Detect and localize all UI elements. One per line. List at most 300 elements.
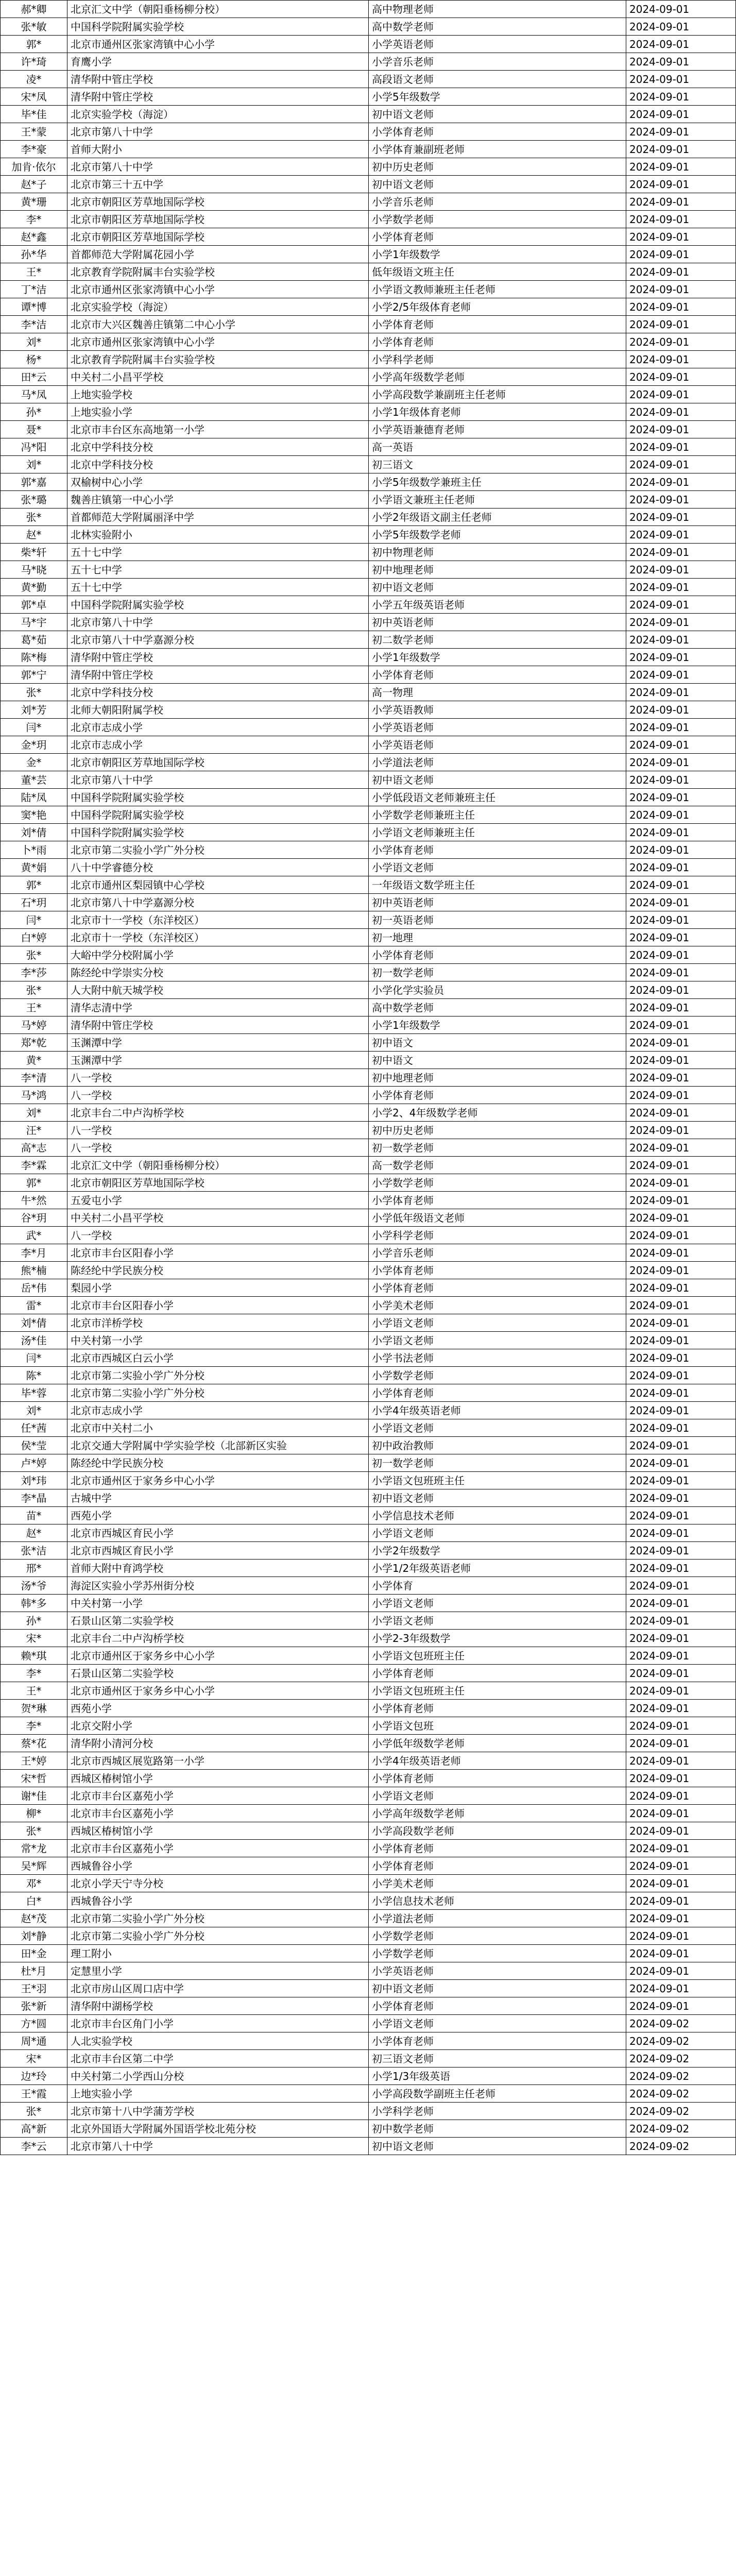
school-cell: 中国科学院附属实验学校 xyxy=(67,596,369,614)
teacher-name-cell: 冯*阳 xyxy=(1,438,67,456)
table-row xyxy=(1,999,736,1016)
start-date-cell: 2024-09-02 xyxy=(626,2120,736,2138)
school-cell: 八一学校 xyxy=(67,1069,369,1087)
table-row xyxy=(1,701,736,719)
school-cell: 北师大朝阳附属学校 xyxy=(67,701,369,719)
table-row xyxy=(1,1524,736,1542)
teacher-name-cell: 白* xyxy=(1,1892,67,1910)
table-row xyxy=(1,771,736,789)
table-row xyxy=(1,1192,736,1209)
teacher-name-cell: 马*晓 xyxy=(1,561,67,579)
teacher-name-cell: 李*霖 xyxy=(1,1157,67,1174)
position-cell: 小学体育 xyxy=(369,1577,626,1595)
school-cell: 北京市丰台区东高地第一小学 xyxy=(67,421,369,438)
teacher-name-cell: 张* xyxy=(1,509,67,526)
position-cell: 一年级语文数学班主任 xyxy=(369,876,626,894)
teacher-name-cell: 闫* xyxy=(1,911,67,929)
teacher-name-cell: 张* xyxy=(1,981,67,999)
school-cell: 北京丰台二中卢沟桥学校 xyxy=(67,1104,369,1122)
position-cell: 小学道法老师 xyxy=(369,754,626,771)
table-row xyxy=(1,1875,736,1892)
teacher-name-cell: 郭* xyxy=(1,876,67,894)
table-row xyxy=(1,1297,736,1314)
teacher-name-cell: 雷* xyxy=(1,1297,67,1314)
teacher-name-cell: 郑*乾 xyxy=(1,1034,67,1052)
school-cell: 魏善庄镇第一中心小学 xyxy=(67,491,369,509)
teacher-name-cell: 张*敏 xyxy=(1,18,67,36)
teacher-name-cell: 岳*伟 xyxy=(1,1279,67,1297)
table-row xyxy=(1,1314,736,1332)
position-cell: 小学语文包班班主任 xyxy=(369,1472,626,1489)
teacher-name-cell: 任*茜 xyxy=(1,1419,67,1437)
teacher-name-cell: 刘*倩 xyxy=(1,824,67,841)
school-cell: 北京市第二实验小学广外分校 xyxy=(67,1367,369,1384)
teacher-name-cell: 高*志 xyxy=(1,1139,67,1157)
school-cell: 梨园小学 xyxy=(67,1279,369,1297)
teacher-name-cell: 常*龙 xyxy=(1,1840,67,1857)
school-cell: 北京市大兴区魏善庄镇第二中心小学 xyxy=(67,316,369,333)
start-date-cell: 2024-09-01 xyxy=(626,981,736,999)
teacher-name-cell: 张*新 xyxy=(1,1997,67,2015)
teacher-name-cell: 马*凤 xyxy=(1,386,67,403)
teacher-name-cell: 郭* xyxy=(1,36,67,53)
table-row xyxy=(1,1560,736,1577)
teacher-name-cell: 孙*华 xyxy=(1,246,67,263)
position-cell: 初中语文老师 xyxy=(369,1980,626,1997)
position-cell: 小学体育老师 xyxy=(369,2032,626,2050)
table-row xyxy=(1,1279,736,1297)
table-row xyxy=(1,368,736,386)
table-row xyxy=(1,1665,736,1682)
teacher-name-cell: 刘* xyxy=(1,1402,67,1419)
teacher-name-cell: 郭*卓 xyxy=(1,596,67,614)
teacher-name-cell: 黄*娟 xyxy=(1,859,67,876)
start-date-cell: 2024-09-01 xyxy=(626,859,736,876)
table-row xyxy=(1,1962,736,1980)
position-cell: 初一数学老师 xyxy=(369,964,626,981)
table-row xyxy=(1,1139,736,1157)
position-cell: 小学体育老师 xyxy=(369,946,626,964)
start-date-cell: 2024-09-01 xyxy=(626,614,736,631)
start-date-cell: 2024-09-01 xyxy=(626,1822,736,1840)
table-row xyxy=(1,1244,736,1262)
position-cell: 初中历史老师 xyxy=(369,158,626,176)
position-cell: 小学科学老师 xyxy=(369,2103,626,2120)
position-cell: 高中物理老师 xyxy=(369,1,626,18)
school-cell: 八十中学睿德分校 xyxy=(67,859,369,876)
school-cell: 清华附中湖杨学校 xyxy=(67,1997,369,2015)
position-cell: 小学科学老师 xyxy=(369,1227,626,1244)
table-row xyxy=(1,1016,736,1034)
teacher-name-cell: 武* xyxy=(1,1227,67,1244)
teacher-name-cell: 刘* xyxy=(1,1104,67,1122)
start-date-cell: 2024-09-02 xyxy=(626,2032,736,2050)
table-row xyxy=(1,1892,736,1910)
school-cell: 清华附中管庄学校 xyxy=(67,1016,369,1034)
table-row xyxy=(1,1822,736,1840)
teacher-name-cell: 赵*茂 xyxy=(1,1910,67,1927)
table-row xyxy=(1,1122,736,1139)
position-cell: 小学2年级数学 xyxy=(369,1542,626,1560)
table-row xyxy=(1,1997,736,2015)
position-cell: 小学语文老师 xyxy=(369,1612,626,1630)
start-date-cell: 2024-09-01 xyxy=(626,911,736,929)
table-row xyxy=(1,1980,736,1997)
school-cell: 清华附中管庄学校 xyxy=(67,666,369,684)
teacher-name-cell: 张*洁 xyxy=(1,1542,67,1560)
table-row xyxy=(1,1104,736,1122)
table-row xyxy=(1,614,736,631)
start-date-cell: 2024-09-01 xyxy=(626,1682,736,1700)
table-row xyxy=(1,1174,736,1192)
start-date-cell: 2024-09-01 xyxy=(626,1962,736,1980)
start-date-cell: 2024-09-01 xyxy=(626,53,736,71)
school-cell: 北京市第八十中学嘉源分校 xyxy=(67,894,369,911)
position-cell: 高中数学老师 xyxy=(369,999,626,1016)
table-row xyxy=(1,596,736,614)
table-row xyxy=(1,1840,736,1857)
start-date-cell: 2024-09-01 xyxy=(626,1700,736,1717)
school-cell: 北京市第三十五中学 xyxy=(67,176,369,193)
table-row xyxy=(1,1682,736,1700)
start-date-cell: 2024-09-01 xyxy=(626,719,736,736)
table-row xyxy=(1,421,736,438)
start-date-cell: 2024-09-01 xyxy=(626,736,736,754)
position-cell: 小学信息技术老师 xyxy=(369,1507,626,1524)
start-date-cell: 2024-09-01 xyxy=(626,1297,736,1314)
start-date-cell: 2024-09-01 xyxy=(626,526,736,544)
table-row xyxy=(1,316,736,333)
start-date-cell: 2024-09-01 xyxy=(626,1402,736,1419)
position-cell: 初中英语老师 xyxy=(369,894,626,911)
start-date-cell: 2024-09-02 xyxy=(626,2015,736,2032)
school-cell: 北京市通州区张家湾镇中心小学 xyxy=(67,333,369,351)
start-date-cell: 2024-09-01 xyxy=(626,193,736,211)
start-date-cell: 2024-09-01 xyxy=(626,876,736,894)
start-date-cell: 2024-09-01 xyxy=(626,456,736,473)
table-row xyxy=(1,1612,736,1630)
table-row xyxy=(1,1087,736,1104)
start-date-cell: 2024-09-01 xyxy=(626,1875,736,1892)
start-date-cell: 2024-09-01 xyxy=(626,1227,736,1244)
school-cell: 上地实验小学 xyxy=(67,2085,369,2103)
teacher-name-cell: 许*琦 xyxy=(1,53,67,71)
table-row xyxy=(1,351,736,368)
start-date-cell: 2024-09-01 xyxy=(626,946,736,964)
start-date-cell: 2024-09-01 xyxy=(626,176,736,193)
position-cell: 初中数学老师 xyxy=(369,2120,626,2138)
table-row xyxy=(1,1332,736,1349)
position-cell: 小学语文包班 xyxy=(369,1717,626,1735)
teacher-name-cell: 郭*嘉 xyxy=(1,473,67,491)
teacher-name-cell: 田*云 xyxy=(1,368,67,386)
teacher-name-cell: 马*宇 xyxy=(1,614,67,631)
teacher-name-cell: 牛*然 xyxy=(1,1192,67,1209)
teacher-name-cell: 孙* xyxy=(1,403,67,421)
table-row xyxy=(1,1945,736,1962)
school-cell: 中关村第二小学西山分校 xyxy=(67,2067,369,2085)
teacher-name-cell: 李*云 xyxy=(1,2138,67,2155)
school-cell: 西苑小学 xyxy=(67,1507,369,1524)
teacher-name-cell: 汪* xyxy=(1,1122,67,1139)
start-date-cell: 2024-09-02 xyxy=(626,2050,736,2067)
table-row xyxy=(1,106,736,123)
position-cell: 小学高年级数学老师 xyxy=(369,368,626,386)
position-cell: 初中语文老师 xyxy=(369,106,626,123)
position-cell: 初一数学老师 xyxy=(369,1139,626,1157)
position-cell: 小学语文老师 xyxy=(369,859,626,876)
table-row xyxy=(1,649,736,666)
table-row xyxy=(1,1472,736,1489)
start-date-cell: 2024-09-01 xyxy=(626,403,736,421)
teacher-name-cell: 郝*卿 xyxy=(1,1,67,18)
position-cell: 小学5年级数学兼班主任 xyxy=(369,473,626,491)
start-date-cell: 2024-09-01 xyxy=(626,158,736,176)
start-date-cell: 2024-09-01 xyxy=(626,1892,736,1910)
start-date-cell: 2024-09-01 xyxy=(626,666,736,684)
start-date-cell: 2024-09-01 xyxy=(626,964,736,981)
start-date-cell: 2024-09-01 xyxy=(626,438,736,456)
school-cell: 北京市通州区梨园镇中心学校 xyxy=(67,876,369,894)
position-cell: 高中数学老师 xyxy=(369,18,626,36)
table-row xyxy=(1,1489,736,1507)
teacher-name-cell: 窦*艳 xyxy=(1,806,67,824)
table-row xyxy=(1,1735,736,1752)
school-cell: 北京市丰台区嘉苑小学 xyxy=(67,1787,369,1805)
teacher-name-cell: 邓* xyxy=(1,1875,67,1892)
start-date-cell: 2024-09-01 xyxy=(626,789,736,806)
table-row xyxy=(1,824,736,841)
position-cell: 小学体育老师 xyxy=(369,666,626,684)
table-row xyxy=(1,281,736,298)
table-row xyxy=(1,386,736,403)
position-cell: 小学英语老师 xyxy=(369,736,626,754)
school-cell: 北京中学科技分校 xyxy=(67,438,369,456)
table-row xyxy=(1,1034,736,1052)
position-cell: 小学体育老师 xyxy=(369,123,626,141)
position-cell: 初中英语老师 xyxy=(369,614,626,631)
start-date-cell: 2024-09-01 xyxy=(626,1367,736,1384)
position-cell: 小学音乐老师 xyxy=(369,193,626,211)
position-cell: 小学4年级英语老师 xyxy=(369,1752,626,1770)
position-cell: 初中语文老师 xyxy=(369,771,626,789)
teacher-name-cell: 卢*婷 xyxy=(1,1454,67,1472)
start-date-cell: 2024-09-01 xyxy=(626,1419,736,1437)
start-date-cell: 2024-09-01 xyxy=(626,1332,736,1349)
school-cell: 北京市第二实验小学广外分校 xyxy=(67,1384,369,1402)
school-cell: 八一学校 xyxy=(67,1227,369,1244)
table-row xyxy=(1,876,736,894)
table-row xyxy=(1,841,736,859)
position-cell: 小学语文老师兼班主任 xyxy=(369,824,626,841)
school-cell: 首都师范大学附属丽泽中学 xyxy=(67,509,369,526)
start-date-cell: 2024-09-01 xyxy=(626,1752,736,1770)
start-date-cell: 2024-09-01 xyxy=(626,1997,736,2015)
start-date-cell: 2024-09-01 xyxy=(626,351,736,368)
school-cell: 北京市房山区周口店中学 xyxy=(67,1980,369,1997)
start-date-cell: 2024-09-01 xyxy=(626,281,736,298)
teacher-name-cell: 王* xyxy=(1,263,67,281)
teacher-name-cell: 李*莎 xyxy=(1,964,67,981)
position-cell: 小学英语兼德育老师 xyxy=(369,421,626,438)
table-row xyxy=(1,246,736,263)
start-date-cell: 2024-09-01 xyxy=(626,1034,736,1052)
position-cell: 小学五年级英语老师 xyxy=(369,596,626,614)
position-cell: 小学2年级语文副主任老师 xyxy=(369,509,626,526)
start-date-cell: 2024-09-01 xyxy=(626,771,736,789)
table-row xyxy=(1,1770,736,1787)
table-row xyxy=(1,1454,736,1472)
position-cell: 小学低段语文老师兼班主任 xyxy=(369,789,626,806)
position-cell: 小学体育老师 xyxy=(369,1262,626,1279)
teacher-name-cell: 赵* xyxy=(1,526,67,544)
start-date-cell: 2024-09-01 xyxy=(626,1192,736,1209)
teacher-name-cell: 蔡*花 xyxy=(1,1735,67,1752)
school-cell: 北京中学科技分校 xyxy=(67,456,369,473)
position-cell: 初中语文 xyxy=(369,1034,626,1052)
position-cell: 小学2-3年级数学 xyxy=(369,1630,626,1647)
school-cell: 北京市丰台区嘉苑小学 xyxy=(67,1805,369,1822)
position-cell: 小学1/3年级英语 xyxy=(369,2067,626,2085)
start-date-cell: 2024-09-01 xyxy=(626,1717,736,1735)
teacher-name-cell: 陈*梅 xyxy=(1,649,67,666)
table-row xyxy=(1,509,736,526)
position-cell: 小学语文老师 xyxy=(369,1332,626,1349)
teacher-name-cell: 张* xyxy=(1,2103,67,2120)
school-cell: 北京实验学校（海淀） xyxy=(67,106,369,123)
teacher-name-cell: 葛*茹 xyxy=(1,631,67,649)
table-row xyxy=(1,2050,736,2067)
table-row xyxy=(1,141,736,158)
table-row xyxy=(1,176,736,193)
table-row xyxy=(1,158,736,176)
start-date-cell: 2024-09-01 xyxy=(626,141,736,158)
teacher-name-cell: 丁*洁 xyxy=(1,281,67,298)
start-date-cell: 2024-09-01 xyxy=(626,123,736,141)
start-date-cell: 2024-09-01 xyxy=(626,1927,736,1945)
teacher-name-cell: 刘* xyxy=(1,456,67,473)
school-cell: 八一学校 xyxy=(67,1122,369,1139)
school-cell: 五十七中学 xyxy=(67,544,369,561)
start-date-cell: 2024-09-01 xyxy=(626,18,736,36)
school-cell: 北京市第八十中学 xyxy=(67,158,369,176)
teacher-name-cell: 王* xyxy=(1,999,67,1016)
position-cell: 小学低年级数学老师 xyxy=(369,1735,626,1752)
teacher-name-cell: 谭*博 xyxy=(1,298,67,316)
table-row xyxy=(1,1787,736,1805)
start-date-cell: 2024-09-01 xyxy=(626,894,736,911)
teacher-name-cell: 张* xyxy=(1,1822,67,1840)
table-row xyxy=(1,736,736,754)
school-cell: 育鹰小学 xyxy=(67,53,369,71)
position-cell: 小学语文老师 xyxy=(369,1419,626,1437)
teacher-name-cell: 李*洁 xyxy=(1,316,67,333)
table-row xyxy=(1,1717,736,1735)
school-cell: 北京市第二实验小学广外分校 xyxy=(67,1927,369,1945)
table-row xyxy=(1,911,736,929)
table-row xyxy=(1,88,736,106)
position-cell: 小学语文老师 xyxy=(369,2015,626,2032)
school-cell: 双榆树中心小学 xyxy=(67,473,369,491)
position-cell: 小学书法老师 xyxy=(369,1349,626,1367)
school-cell: 西城区椿树馆小学 xyxy=(67,1822,369,1840)
school-cell: 北京市十一学校（东洋校区） xyxy=(67,911,369,929)
teacher-name-cell: 李* xyxy=(1,211,67,228)
position-cell: 小学1年级体育老师 xyxy=(369,403,626,421)
start-date-cell: 2024-09-01 xyxy=(626,929,736,946)
teacher-name-cell: 赵*鑫 xyxy=(1,228,67,246)
school-cell: 北京市洋桥学校 xyxy=(67,1314,369,1332)
start-date-cell: 2024-09-01 xyxy=(626,1805,736,1822)
position-cell: 小学体育老师 xyxy=(369,1087,626,1104)
start-date-cell: 2024-09-01 xyxy=(626,1560,736,1577)
teacher-name-cell: 刘*倩 xyxy=(1,1314,67,1332)
teacher-name-cell: 金*玥 xyxy=(1,736,67,754)
start-date-cell: 2024-09-01 xyxy=(626,1577,736,1595)
roster-body xyxy=(1,1,736,2155)
school-cell: 北京市第二实验小学广外分校 xyxy=(67,1910,369,1927)
table-row xyxy=(1,193,736,211)
teacher-name-cell: 王*婷 xyxy=(1,1752,67,1770)
start-date-cell: 2024-09-01 xyxy=(626,211,736,228)
table-row xyxy=(1,1402,736,1419)
teacher-name-cell: 吴*辉 xyxy=(1,1857,67,1875)
position-cell: 小学化学实验员 xyxy=(369,981,626,999)
teacher-name-cell: 田*金 xyxy=(1,1945,67,1962)
position-cell: 小学数学老师 xyxy=(369,211,626,228)
teacher-name-cell: 汤*爷 xyxy=(1,1577,67,1595)
school-cell: 玉渊潭中学 xyxy=(67,1052,369,1069)
start-date-cell: 2024-09-01 xyxy=(626,1262,736,1279)
position-cell: 小学数学老师 xyxy=(369,1367,626,1384)
school-cell: 首师大附小 xyxy=(67,141,369,158)
start-date-cell: 2024-09-01 xyxy=(626,561,736,579)
teacher-name-cell: 黄* xyxy=(1,1052,67,1069)
start-date-cell: 2024-09-01 xyxy=(626,1384,736,1402)
start-date-cell: 2024-09-01 xyxy=(626,1244,736,1262)
table-row xyxy=(1,1227,736,1244)
school-cell: 北京市丰台区第二中学 xyxy=(67,2050,369,2067)
start-date-cell: 2024-09-01 xyxy=(626,1770,736,1787)
position-cell: 小学2/5年级体育老师 xyxy=(369,298,626,316)
school-cell: 人北实验学校 xyxy=(67,2032,369,2050)
school-cell: 北京市通州区于家务乡中心小学 xyxy=(67,1472,369,1489)
school-cell: 北京市丰台区嘉苑小学 xyxy=(67,1840,369,1857)
table-row xyxy=(1,18,736,36)
start-date-cell: 2024-09-01 xyxy=(626,1647,736,1665)
position-cell: 小学1/2年级英语老师 xyxy=(369,1560,626,1577)
teacher-name-cell: 谷*玥 xyxy=(1,1209,67,1227)
teacher-name-cell: 李* xyxy=(1,1717,67,1735)
table-row xyxy=(1,2138,736,2155)
school-cell: 北京中学科技分校 xyxy=(67,684,369,701)
teacher-name-cell: 李*清 xyxy=(1,1069,67,1087)
start-date-cell: 2024-09-01 xyxy=(626,106,736,123)
school-cell: 北京市第八十中学嘉源分校 xyxy=(67,631,369,649)
school-cell: 西城区椿树馆小学 xyxy=(67,1770,369,1787)
school-cell: 北京交通大学附属中学实验学校（北部新区实验 xyxy=(67,1437,369,1454)
table-row xyxy=(1,1419,736,1437)
teacher-name-cell: 卜*雨 xyxy=(1,841,67,859)
school-cell: 八一学校 xyxy=(67,1139,369,1157)
school-cell: 北京教育学院附属丰台实验学校 xyxy=(67,263,369,281)
table-row xyxy=(1,1437,736,1454)
school-cell: 首师大附中育鸿学校 xyxy=(67,1560,369,1577)
position-cell: 小学数学老师 xyxy=(369,1945,626,1962)
position-cell: 小学4年级英语老师 xyxy=(369,1402,626,1419)
start-date-cell: 2024-09-01 xyxy=(626,1437,736,1454)
teacher-name-cell: 金* xyxy=(1,754,67,771)
